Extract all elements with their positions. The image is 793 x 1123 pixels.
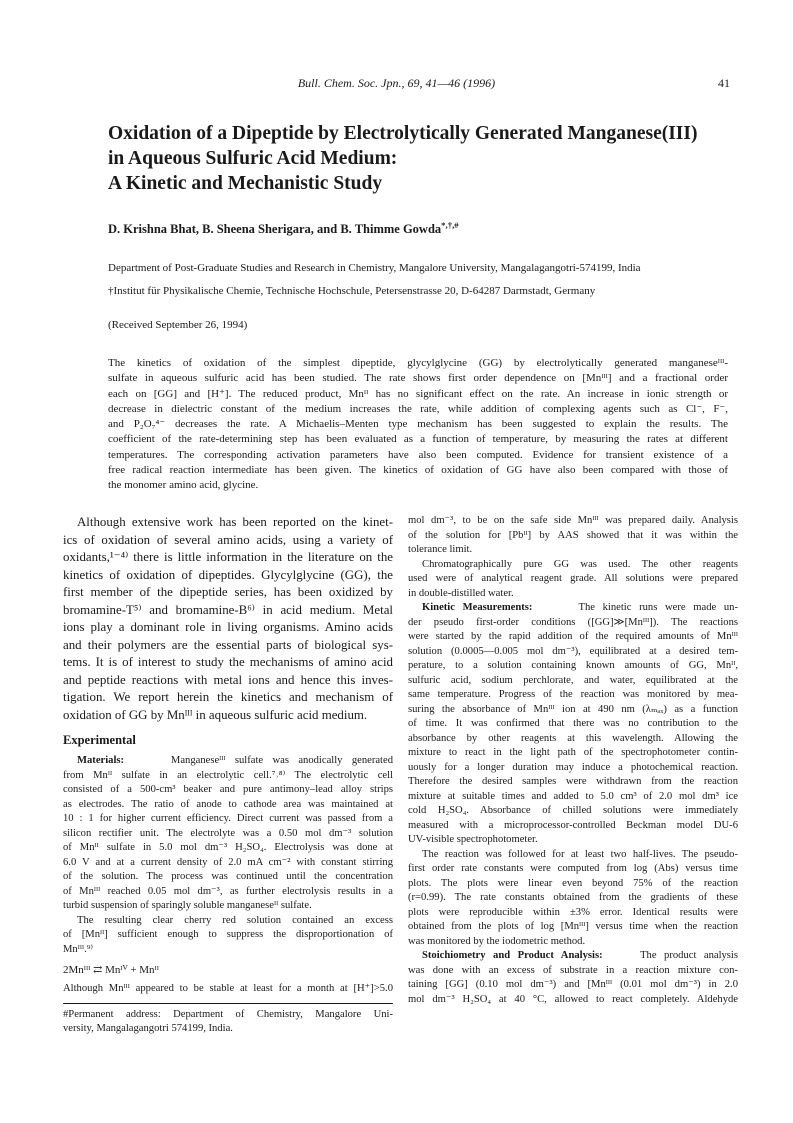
stability-line: Although Mnᴵᴵᴵ appeared to be stable at least for a month at [H⁺]>5.0 [63, 983, 393, 994]
materials-line: turbid suspension of sparingly soluble manganeseᴵᴵ sulfate. [63, 900, 312, 911]
intro-line: ions play a dominant role in living organisms. Amino acids [63, 620, 393, 634]
half-lives-line: obtained from the plots of log [Mnᴵᴵᴵ] versus time when the reaction [408, 921, 738, 932]
abstract-line: and P₂O₇⁴⁻ decreases the rate. A Michaelis–Menten type mechanism has been suggested to explain the results. The [108, 418, 728, 431]
stoich-text: The product analysis [640, 950, 738, 961]
intro-line: tigation. We report herein the kinetics and mechanism of [63, 690, 393, 704]
kinetic-line: UV-visible spectrophotometer. [408, 834, 538, 845]
footnote-divider [63, 1003, 393, 1004]
kinetic-line: mixture at suitable times and added to 5.0 cm³ of 2.0 mol dm³ ice [408, 790, 738, 802]
intro-line: tems. It is of interest to study the mechanisms of amino acid [63, 655, 393, 669]
half-lives-line: plots were reproducible within ±3% error. Identical results were [408, 906, 738, 918]
abstract [108, 356, 728, 494]
kinetic-line [408, 601, 738, 616]
kinetic-line: mixture to react in the light path of the spectrophotometer contin- [408, 747, 738, 758]
affiliation-secondary: †Institut für Physikalische Chemie, Technische Hochschule, Petersenstrasse 20, D-64287 Darmstadt, Germany [108, 285, 596, 297]
materials-line: 10 : 1 for higher current efficiency. Direct current was passed from a [63, 813, 393, 824]
footnote [63, 1008, 393, 1037]
abstract-line: The kinetics of oxidation of the simplest dipeptide, glycylglycine (GG) by electrolytically generated manganeseᴵᴵᴵ- [108, 357, 728, 369]
cherry-line: of [Mnᴵᴵ] sufficient enough to suppress the disproportionation of [63, 929, 393, 940]
cont-line: tolerance limit. [408, 544, 473, 555]
intro-line: bromamine-T⁵⁾ and bromamine-B⁶⁾ in acid medium. Metal [63, 602, 393, 617]
half-lives-paragraph [408, 848, 738, 950]
intro-line: oxidants,¹⁻⁴⁾ there is little information in the literature on the [63, 550, 393, 564]
materials-line: of the solution. The process was continued until the concentration [63, 871, 393, 882]
intro-line: ics of oxidation of several amino acids, using a variety of [63, 532, 393, 547]
kinetic-line: solution (0.0005—0.005 mol dm⁻³), equilibrated at a desired tem- [408, 645, 738, 657]
stoich-line [408, 949, 738, 964]
title-line: A Kinetic and Mechanistic Study [108, 173, 383, 194]
reagents-paragraph [408, 558, 738, 602]
author-names: D. Krishna Bhat, B. Sheena Sherigara, and B. Thimme Gowda [108, 222, 442, 236]
kinetic-line: of time. It was confirmed that there was no contribution to the [408, 718, 738, 729]
intro-line: Although extensive work has been reported on the kinet- [77, 515, 393, 529]
stoich-label: Stoichiometry and Product Analysis: [422, 950, 603, 961]
kinetic-line: absorbance by other reagents at this wavelength. Allowing the [408, 732, 738, 744]
abstract-line: sulfate in aqueous sulfuric acid has been studied. The rate shows first order dependence on [Mnᴵᴵᴵ] and a fractional order [108, 372, 728, 385]
materials-line: of Mnᴵᴵ sulfate in 5.0 mol dm⁻³ H₂SO₄. Electrolysis was done at [63, 842, 393, 853]
reagents-line: used were of analytical reagent grade. All solutions were prepared [408, 573, 738, 584]
running-head: Bull. Chem. Soc. Jpn., 69, 41—46 (1996) [297, 76, 496, 90]
materials-line: consisted of a 500-cm³ beaker and pure antimony–lead alloy strips [63, 784, 393, 795]
title-line: in Aqueous Sulfuric Acid Medium: [108, 148, 398, 169]
half-lives-line: The reaction was followed for at least two half-lives. The pseudo- [422, 848, 738, 860]
kinetic-line: cold H₂SO₄. Absorbance of chilled solutions were immediately [408, 805, 738, 816]
abstract-line: temperatures. The corresponding activation parameters have also been computed. Evidence for transient existence of a [108, 448, 728, 461]
page-number: 41 [718, 76, 730, 90]
materials-line: silicon rectifier unit. The electrolyte was a 0.50 mol dm⁻³ solution [63, 827, 393, 839]
cherry-line: The resulting clear cherry red solution contained an excess [77, 914, 393, 926]
cherry-line: Mnᴵᴵᴵ.⁹⁾ [63, 943, 94, 955]
cont-line: mol dm⁻³, to be on the safe side Mnᴵᴵᴵ was prepared daily. Analysis [408, 515, 738, 526]
materials-label: Materials: [77, 755, 125, 766]
disproportionation-equation: 2Mnᴵᴵᴵ ⇄ Mnᴵⱽ + Mnᴵᴵ [63, 964, 159, 976]
materials-line: from Mnᴵᴵ sulfate in an electrolytic cell.⁷˒⁸⁾ The electrolytic cell [63, 769, 393, 781]
materials-line: of Mnᴵᴵᴵ reached 0.05 mol dm⁻³, as further electrolysis results in a [63, 885, 393, 897]
abstract-line: each on [GG] and [H⁺]. The reduced product, Mnᴵᴵ has no significant effect on the rate. An increase in ionic strength or [108, 387, 728, 400]
kinetic-line: suring the absorbance of Mnᴵᴵᴵ ion at 490 nm (λₘₐₓ) as a function [408, 703, 738, 715]
stoichiometry-paragraph [408, 949, 738, 1007]
intro-line: and peptide reactions with metal ions and hence this inves- [63, 672, 393, 687]
author-marks: *,†,# [441, 219, 459, 230]
kinetic-label: Kinetic Measurements: [422, 602, 533, 613]
introduction-paragraph [63, 514, 393, 724]
kinetic-line: Therefore the desired samples were withdrawn from the reaction [408, 776, 738, 787]
right-column [408, 514, 738, 1007]
footnote-line: #Permanent address: Department of Chemistry, Mangalore Uni- [63, 1008, 393, 1020]
kinetic-line: der pseudo first-order conditions ([GG]≫[Mnᴵᴵᴵ]). The reactions [408, 616, 738, 628]
intro-line: kinetics of oxidation of dipeptides. Glycylglycine (GG), the [63, 567, 393, 582]
stability-paragraph [63, 982, 393, 997]
intro-line: and their polymers are the essential parts of biological sys- [63, 637, 393, 652]
kinetic-line: perature, to a solution containing known amounts of GG, Mnᴵᴵ, [408, 660, 738, 671]
intro-line: oxidation of GG by Mnᴵᴵᴵ in aqueous sulfuric acid medium. [63, 707, 368, 722]
author-list [108, 219, 459, 237]
left-column [63, 514, 393, 1037]
affiliation-primary: Department of Post-Graduate Studies and Research in Chemistry, Mangalore University, Mangalagangotri-574199, India [108, 262, 641, 274]
section-heading-experimental: Experimental [63, 733, 136, 747]
kinetic-text: The kinetic runs were made un- [578, 602, 738, 613]
intro-line: first member of the dipeptide series, has been oxidized by [63, 585, 393, 599]
materials-text: Manganeseᴵᴵᴵ sulfate was anodically generated [170, 755, 393, 766]
kinetic-line: measured with a microprocessor-controlled Beckman model DU-6 [408, 819, 738, 831]
half-lives-line: plots. The plots were linear even beyond 75% of the reaction [408, 877, 738, 889]
kinetic-measurements-paragraph [408, 601, 738, 848]
continuation-paragraph [408, 514, 738, 558]
title-line: Oxidation of a Dipeptide by Electrolytically Generated Manganese(III) [108, 123, 698, 144]
materials-line: 6.0 V and at a current density of 2.0 mA cm⁻² with constant stirring [63, 856, 393, 868]
half-lives-line: first order rate constants were computed from log (Abs) versus time [408, 863, 738, 874]
half-lives-line: was monitored by the iodometric method. [408, 935, 586, 947]
cherry-red-paragraph [63, 914, 393, 958]
kinetic-line: same temperature. Progress of the reaction was monitored by mea- [408, 689, 738, 700]
materials-line [63, 754, 393, 769]
stoich-line: taining [GG] (0.10 mol dm⁻³) and [Mnᴵᴵᴵ (0.01 mol dm⁻³) in 2.0 [408, 979, 738, 990]
half-lives-line: (r=0.99). The rate constants obtained from the gradients of these [408, 892, 738, 903]
kinetic-line: sulfuric acid, sodium perchlorate, and water, equilibrated at the [408, 674, 738, 686]
cont-line: of the solution for [Pbᴵᴵ] by AAS showed that it was within the [408, 529, 738, 541]
abstract-line: decrease in dielectric constant of the medium increases the rate, while addition of complexing agents such as Cl⁻, F⁻, [108, 402, 728, 415]
reagents-line: in double-distilled water. [408, 587, 514, 599]
materials-line: as electrodes. The ratio of anode to cathode area was maintained at [63, 798, 393, 810]
footnote-line: versity, Mangalagangotri 574199, India. [63, 1023, 233, 1034]
kinetic-line: were started by the rapid addition of the required amounts of Mnᴵᴵᴵ [408, 631, 738, 642]
kinetic-line: uously for a longer duration may induce a photochemical reaction. [408, 761, 738, 773]
received-date: (Received September 26, 1994) [108, 319, 248, 331]
stoich-line: mol dm⁻³ H₂SO₄ at 40 °C, allowed to react completely. Aldehyde [408, 993, 738, 1005]
abstract-line: the monomer amino acid, glycine. [108, 479, 259, 492]
abstract-line: free radical reaction intermediate has been given. The kinetics of oxidation of GG have also been compared with those of [108, 464, 728, 477]
reagents-line: Chromatographically pure GG was used. The other reagents [422, 558, 738, 570]
materials-paragraph [63, 754, 393, 914]
stoich-line: was done with an excess of substrate in a reaction mixture con- [408, 964, 738, 976]
paper-title [108, 121, 748, 196]
abstract-line: coefficient of the rate-determining step has been evaluated as a function of temperature, by measuring the rates at different [108, 433, 728, 446]
